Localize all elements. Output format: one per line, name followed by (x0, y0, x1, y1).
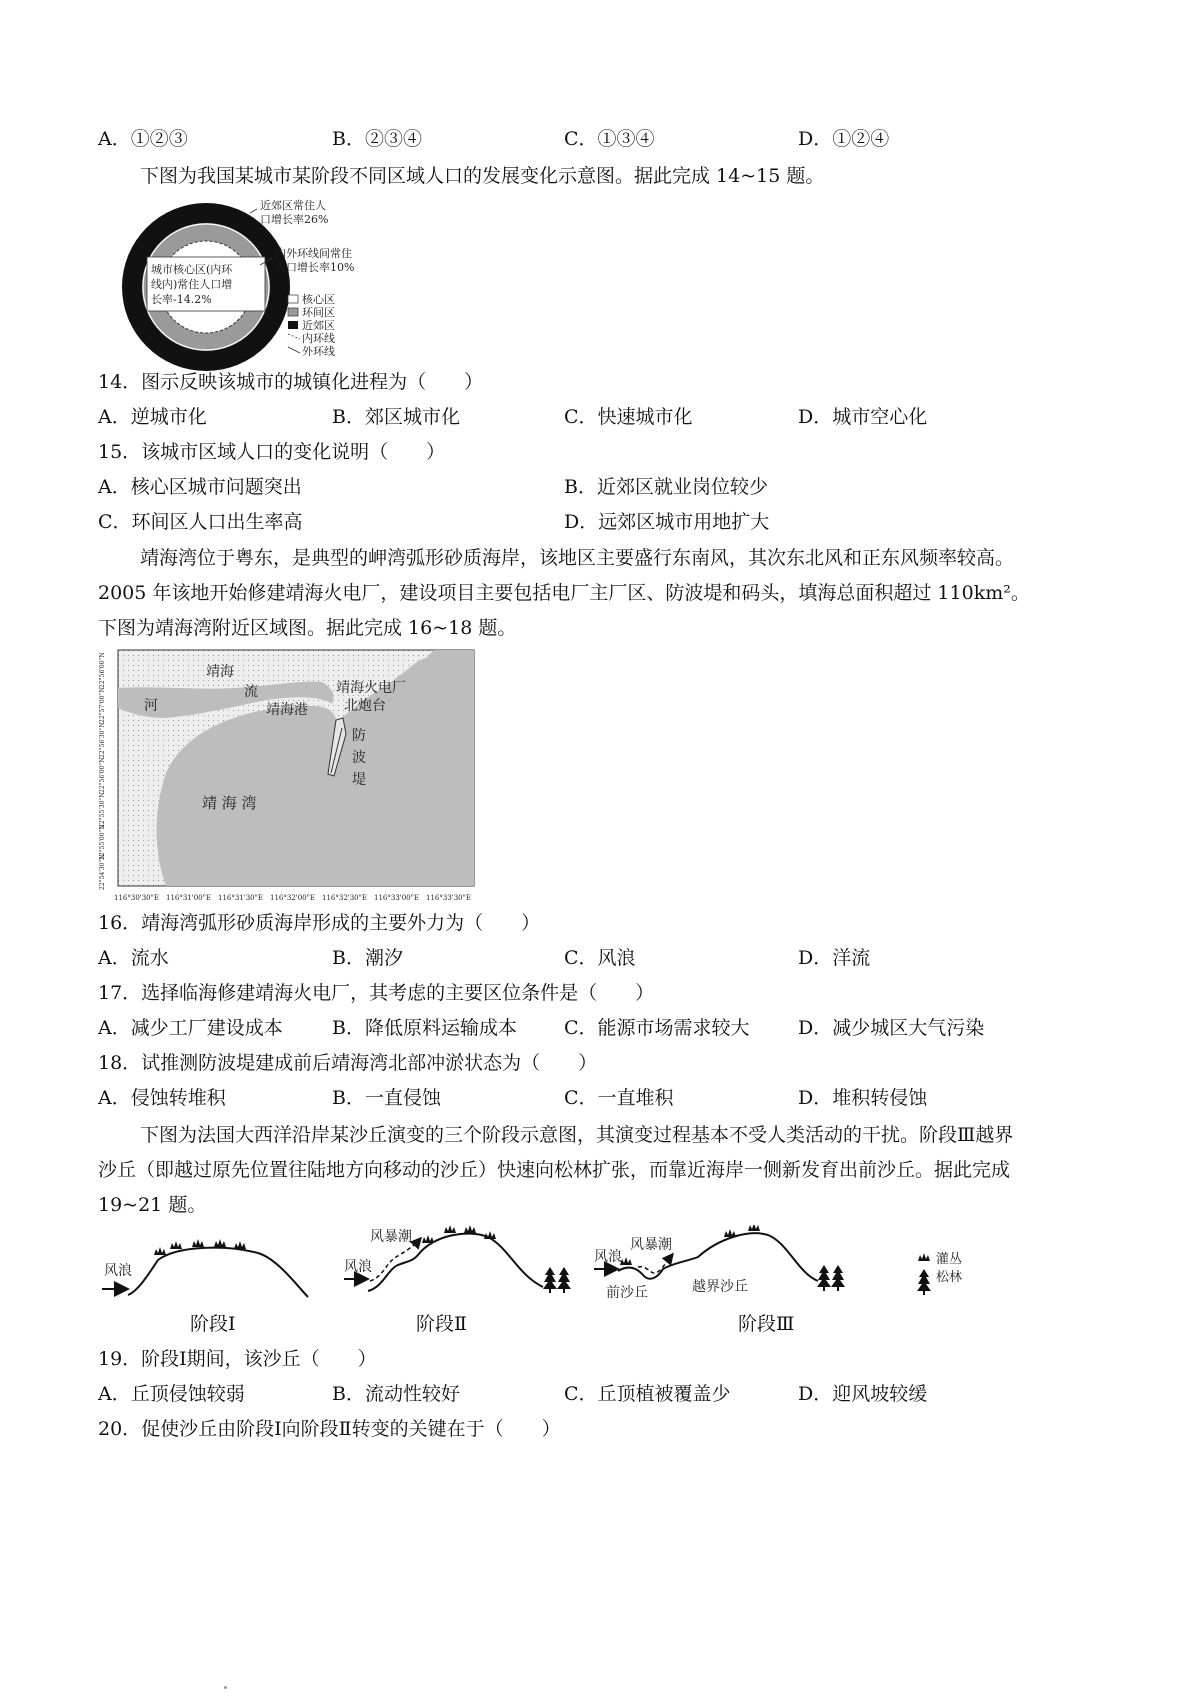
intro-16-18-line2: 2005 年该地开始修建靖海火电厂，建设项目主要包括电厂主厂区、防波堤和码头，填海总面积超过 110km²。 (98, 582, 1030, 604)
legend-suburb: 近郊区 (302, 319, 335, 332)
dune-legend (917, 1251, 962, 1295)
core-label-1: 城市核心区(内环 (151, 263, 233, 276)
label-he: 河 (144, 698, 158, 714)
q17-option-c: C．能源市场需求较大 (564, 1017, 750, 1039)
q14-option-c: C．快速城市化 (564, 406, 693, 428)
suburb-leader (250, 209, 257, 213)
intro-14-15: 下图为我国某城市某阶段不同区域人口的发展变化示意图。据此完成 14~15 题。 (140, 165, 825, 187)
q17-option-b: B．降低原料运输成本 (332, 1017, 517, 1039)
legend-ring-swatch (288, 308, 298, 316)
legend-inner-line: 内环线 (302, 332, 335, 345)
q18-option-d: D．堆积转侵蚀 (798, 1087, 928, 1109)
stage-3-dune (594, 1225, 845, 1301)
label-port: 靖海港 (266, 702, 308, 718)
q20-stem: 20．促使沙丘由阶段Ⅰ向阶段Ⅱ转变的关键在于（ ） (98, 1418, 561, 1440)
legend-pine: 松林 (936, 1270, 963, 1285)
legend-pine-icon (917, 1269, 931, 1295)
q16-option-c: C．风浪 (564, 947, 636, 969)
q15-option-c: C．环间区人口出生率高 (98, 511, 303, 533)
core-label-3: 长率-14.2% (151, 293, 212, 306)
legend-inner-line-swatch (288, 334, 300, 339)
legend-shrub: 灌丛 (936, 1252, 963, 1267)
label-breakwater-1: 防 (352, 728, 366, 744)
label-plant-2: 北炮台 (344, 698, 386, 714)
stage2-wind-wave: 风浪 (344, 1259, 372, 1275)
label-jinghai: 靖海 (206, 664, 234, 680)
q15-option-b: B．近郊区就业岗位较少 (564, 476, 768, 498)
q14-option-d: D．城市空心化 (798, 406, 928, 428)
suburb-label-2: 口增长率26% (260, 213, 329, 226)
intro-19-21-line2: 沙丘（即越过原先位置往陆地方向移动的沙丘）快速向松林扩张，而靠近海岸一侧新发育出前沙丘。据此完成 (98, 1159, 1011, 1181)
lon-labels (114, 894, 471, 902)
legend-core-swatch (288, 295, 298, 303)
q15-option-a: A．核心区城市问题突出 (98, 476, 302, 498)
q17-option-a: A．减少工厂建设成本 (98, 1017, 283, 1039)
stage-2-label: 阶段Ⅱ (416, 1313, 467, 1335)
dune-stages-svg (98, 1225, 1058, 1325)
legend-core: 核心区 (302, 293, 335, 306)
q18-option-c: C．一直堆积 (564, 1087, 674, 1109)
q19-option-d: D．迎风坡较缓 (798, 1383, 928, 1405)
lat-label: 22°56'00"N (99, 652, 106, 688)
ring-label-1: 内外环线间常住 (275, 247, 352, 260)
q18-option-a: A．侵蚀转堆积 (98, 1087, 226, 1109)
legend-suburb-swatch (288, 321, 298, 329)
lat-label: 22°55'00"N (99, 824, 106, 860)
lon-label: 116°31'30"E (218, 894, 263, 902)
q15-option-d: D．远郊区城市用地扩大 (564, 511, 770, 533)
stage-1-label: 阶段Ⅰ (190, 1313, 236, 1335)
label-breakwater-2: 波 (352, 750, 366, 766)
q16-option-b: B．潮汐 (332, 947, 403, 969)
jinghai-bay-map (96, 648, 496, 908)
intro-19-21-line3: 19~21 题。 (98, 1194, 207, 1216)
lat-label: 22°54'30"N (99, 854, 106, 890)
lat-label: 22°57'00"N (99, 687, 106, 723)
q13-option-a: A．①②③ (98, 128, 188, 150)
stage1-wind-wave: 风浪 (104, 1263, 132, 1279)
q13-option-b: B．②③④ (332, 128, 422, 150)
q17-stem: 17．选择临海修建靖海火电厂，其考虑的主要区位条件是（ ） (98, 982, 655, 1004)
suburb-label-1: 近郊区常住人 (260, 199, 326, 212)
q18-option-b: B．一直侵蚀 (332, 1087, 441, 1109)
q15-stem: 15．该城市区域人口的变化说明（ ） (98, 441, 446, 463)
q14-stem: 14．图示反映该城市的城镇化进程为（ ） (98, 371, 484, 393)
lon-label: 116°32'30"E (322, 894, 367, 902)
stage3-wind-wave: 风浪 (594, 1249, 622, 1265)
core-label-2: 线内)常住人口增 (151, 278, 233, 291)
lon-label: 116°33'00"E (374, 894, 419, 902)
q13-option-d: D．①②④ (798, 128, 890, 150)
intro-19-21-line1: 下图为法国大西洋沿岸某沙丘演变的三个阶段示意图，其演变过程基本不受人类活动的干扰。阶段Ⅲ越界 (140, 1124, 1014, 1146)
lon-label: 116°32'00"E (270, 894, 315, 902)
lat-label: 22°56'30"N (99, 722, 106, 758)
q18-stem: 18．试推测防波堤建成前后靖海湾北部冲淤状态为（ ） (98, 1052, 598, 1074)
legend-shrub-icon (918, 1253, 930, 1261)
q14-option-b: B．郊区城市化 (332, 406, 460, 428)
stage3-storm-surge: 风暴潮 (630, 1237, 672, 1253)
stage-3-label: 阶段Ⅲ (738, 1313, 795, 1335)
bay-map-svg (96, 648, 496, 908)
lat-label: 22°56'00"N (99, 757, 106, 793)
q17-option-d: D．减少城区大气污染 (798, 1017, 985, 1039)
q16-stem: 16．靖海湾弧形砂质海岸形成的主要外力为（ ） (98, 912, 541, 934)
stage3-transgressive-dune: 越界沙丘 (692, 1279, 748, 1295)
q13-option-c: C．①③④ (564, 128, 655, 150)
lon-label: 116°33'30"E (426, 894, 471, 902)
label-breakwater-3: 堤 (352, 772, 366, 788)
intro-16-18-line3: 下图为靖海湾附近区域图。据此完成 16~18 题。 (98, 617, 517, 639)
q19-option-c: C．丘顶植被覆盖少 (564, 1383, 731, 1405)
q16-option-a: A．流水 (98, 947, 169, 969)
stage-2-dune (344, 1225, 571, 1293)
q19-option-b: B．流动性较好 (332, 1383, 460, 1405)
label-plant-1: 靖海火电厂 (336, 680, 406, 696)
q14-option-a: A．逆城市化 (98, 406, 207, 428)
q19-option-a: A．丘顶侵蚀较弱 (98, 1383, 245, 1405)
population-ring-diagram (110, 195, 410, 375)
legend-outer-line-swatch (288, 347, 300, 353)
lat-labels (99, 652, 106, 890)
ring-diagram-svg (110, 195, 410, 375)
stage2-storm-surge: 风暴潮 (370, 1229, 412, 1245)
legend-ring: 环间区 (302, 306, 335, 319)
intro-16-18-line1: 靖海湾位于粤东，是典型的岬湾弧形砂质海岸，该地区主要盛行东南风，其次东北风和正东风频率较高。 (140, 547, 1015, 569)
lon-label: 116°31'00"E (166, 894, 211, 902)
dune-stages-diagram (98, 1225, 1058, 1325)
stage-1-dune (102, 1239, 308, 1297)
footer-dot (224, 1686, 227, 1689)
ring-label-2: 人口增长率10% (275, 261, 355, 274)
label-liu: 流 (244, 684, 258, 700)
lon-label: 116°30'30"E (114, 894, 159, 902)
label-bay: 靖 海 湾 (202, 794, 257, 812)
legend-outer-line: 外环线 (302, 345, 335, 358)
stage3-fore-dune: 前沙丘 (606, 1285, 648, 1301)
lat-label: 22°55'30"N (99, 792, 106, 828)
q19-stem: 19．阶段Ⅰ期间，该沙丘（ ） (98, 1348, 377, 1370)
q16-option-d: D．洋流 (798, 947, 871, 969)
